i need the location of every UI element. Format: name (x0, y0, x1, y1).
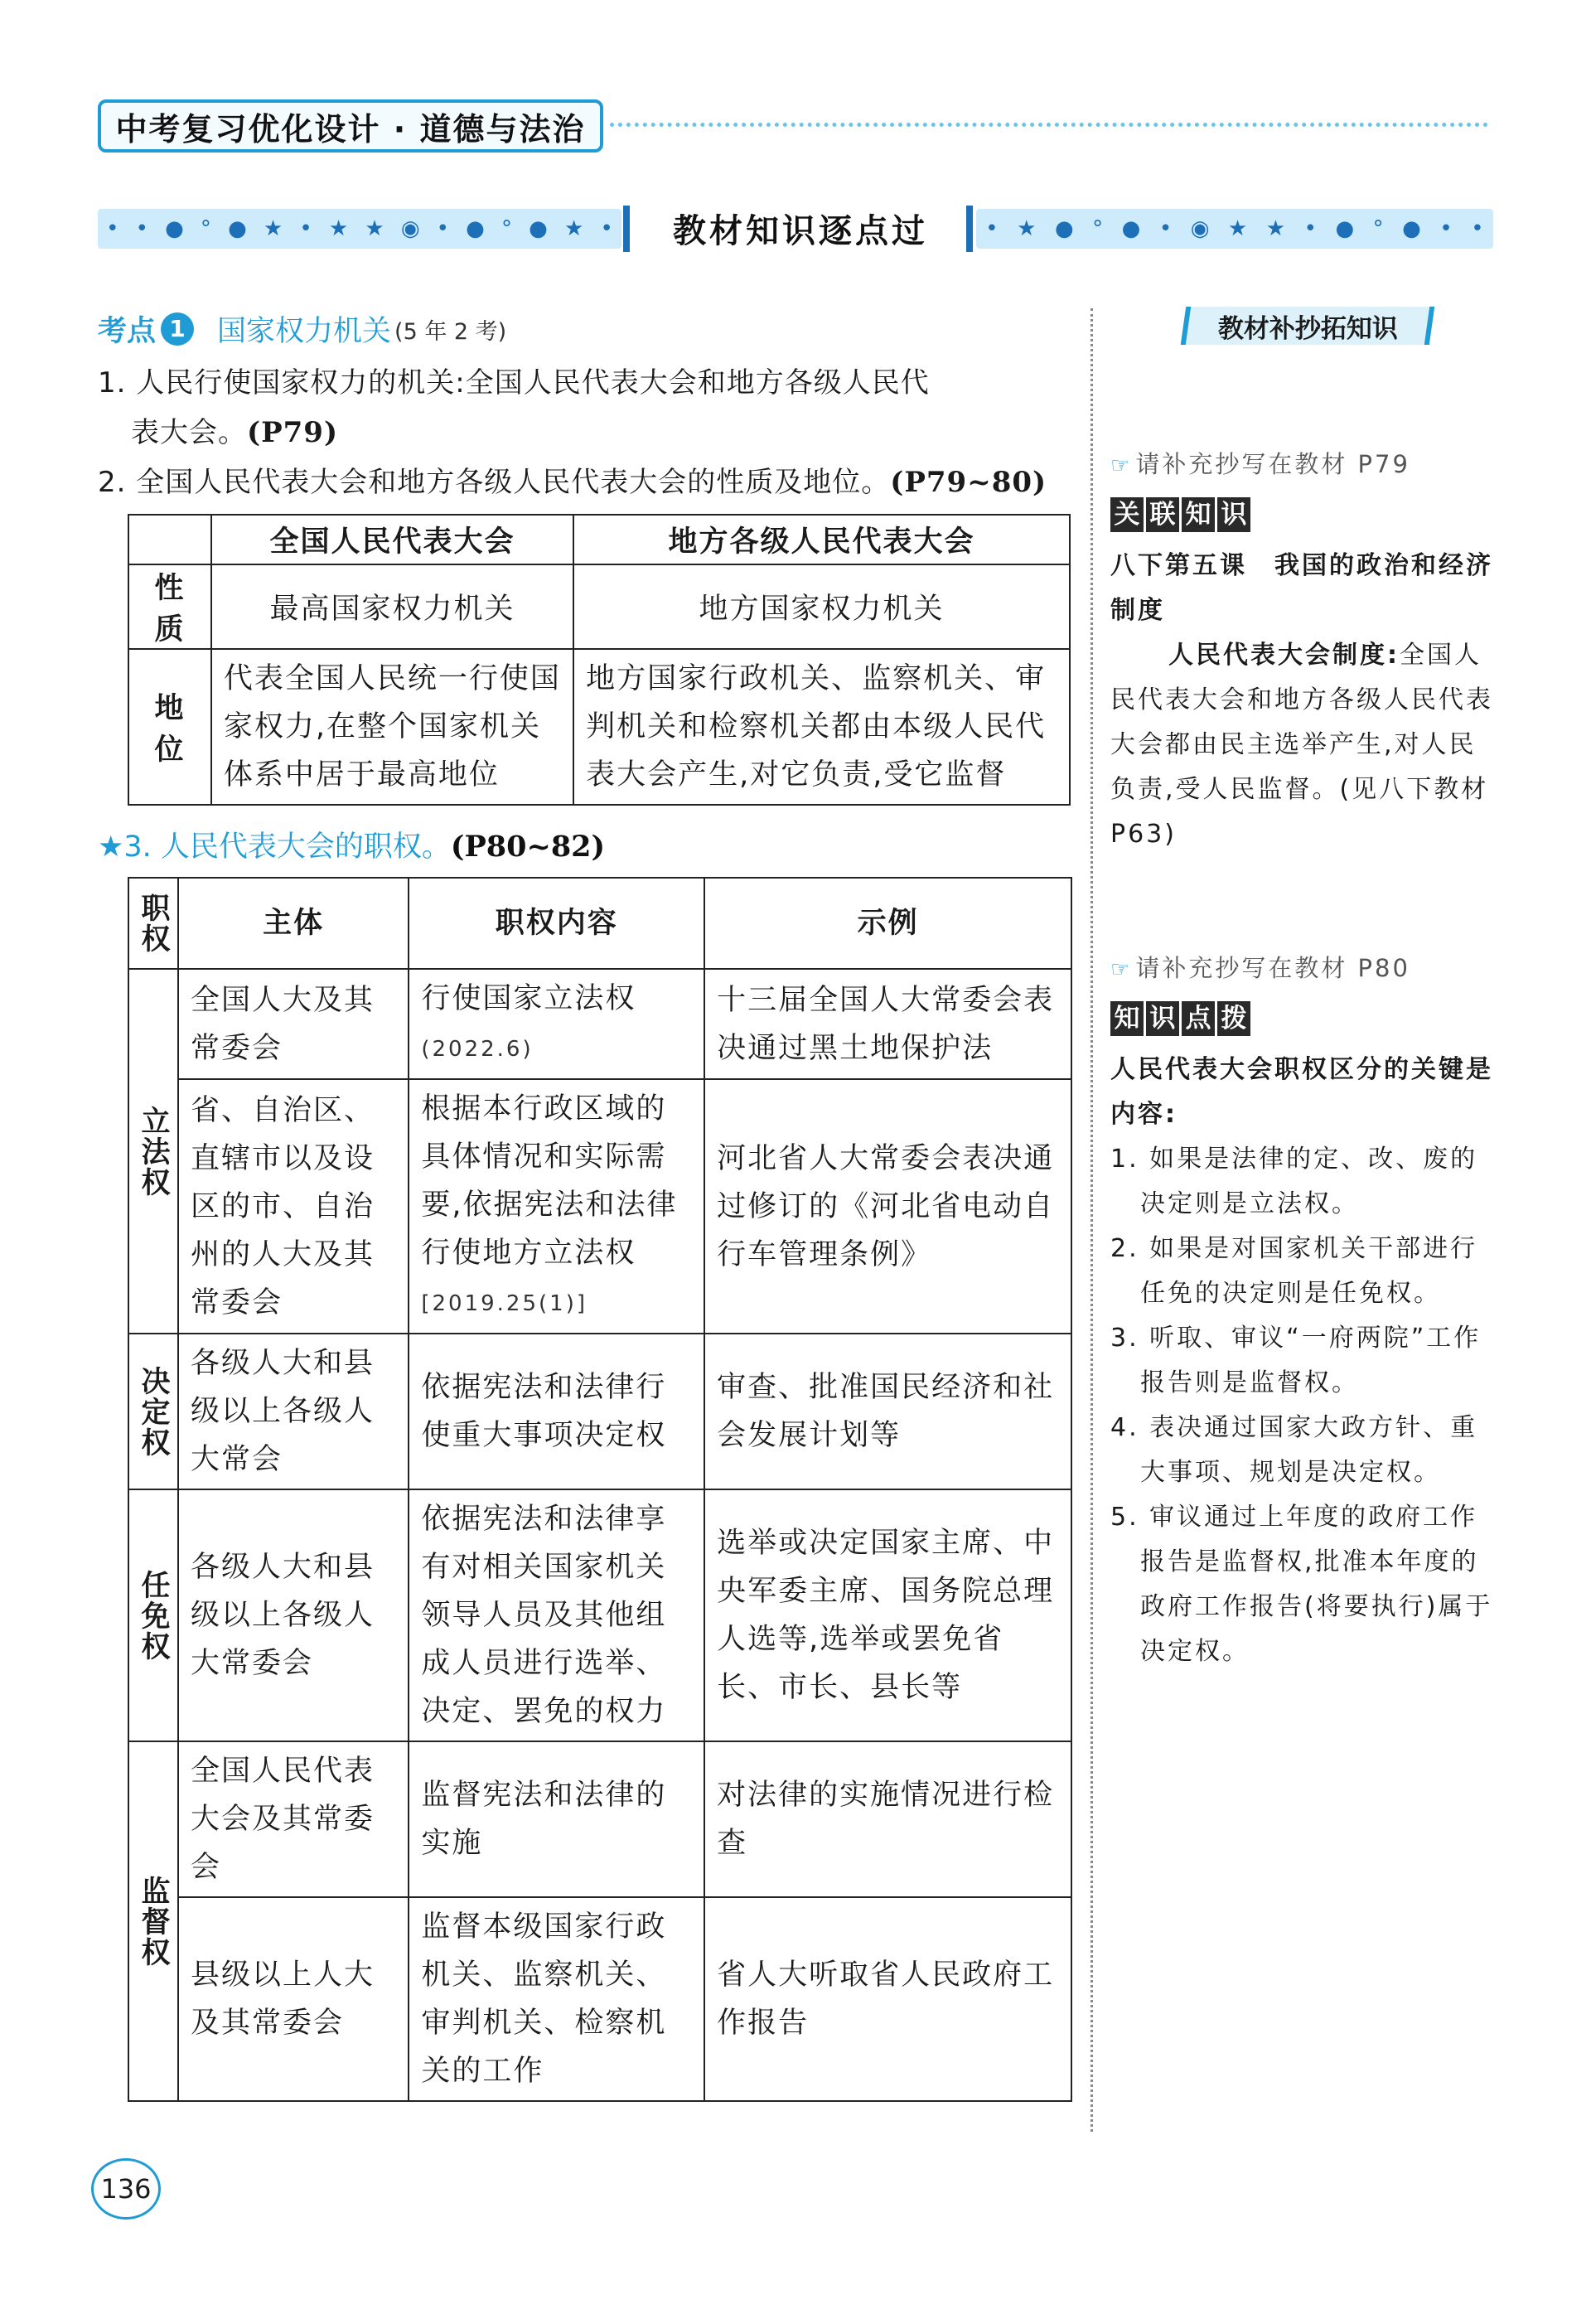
table-row (128, 1489, 1071, 1741)
related-knowledge-text (1110, 633, 1502, 857)
item-1-line-1: 1. 人民行使国家权力的机关:全国人民代表大会和地方各级人民代 (98, 366, 930, 399)
tag-char: 点 (1182, 1001, 1215, 1036)
list-item: 1. 如果是法律的定、改、废的决定则是立法权。 (1110, 1145, 1478, 1218)
tag-related-knowledge (1110, 497, 1250, 532)
table-cell: 最高国家权力机关 (211, 564, 573, 649)
section-title: 国家权力机关 (217, 315, 392, 348)
related-knowledge-body: 全国人民代表大会和地方各级人民代表大会都由民主选举产生,对人民负责,受人民监督。(见八下教材 P63) (1110, 641, 1493, 849)
list-item: 4. 表决通过国家大政方针、重大事项、规划是决定权。 (1110, 1413, 1478, 1487)
tag-char: 识 (1217, 497, 1250, 532)
table-header-cell (128, 515, 211, 564)
exam-year-note: [2019.25(1)] (421, 1291, 588, 1316)
sidebar-heading-text: 教材补抄拓知识 (1217, 313, 1398, 344)
exam-year-note: (2022.6) (421, 1037, 534, 1062)
page-number: 136 (91, 2158, 161, 2220)
table-cell: 地方国家行政机关、监察机关、审判机关和检察机关都由本级人民代表大会产生,对它负责,受它监督 (573, 649, 1070, 805)
banner-decoration-left: • • ● ° ● ★ • ★ ★ ◉ • ● ° ● ★ • (98, 209, 621, 249)
hint-text: 请补充抄写在教材 P80 (1135, 954, 1410, 982)
table-row (128, 1334, 1071, 1489)
book-title: 中考复习优化设计 · 道德与法治 (98, 99, 603, 153)
example-cell: 河北省人大常委会表决通过修订的《河北省电动自行车管理条例》 (704, 1079, 1071, 1334)
hint-p80 (1110, 950, 1410, 984)
tag-char: 知 (1182, 497, 1215, 532)
power-label-supervision: 监督权 (128, 1741, 178, 2101)
row-label: 性质 (128, 564, 211, 649)
nature-status-table (128, 514, 1071, 806)
hint-text: 请补充抄写在教材 P79 (1135, 450, 1410, 478)
table-row (128, 1079, 1071, 1334)
tag-char: 识 (1146, 1001, 1179, 1036)
content-text: 根据本行政区域的具体情况和实际需要,依据宪法和法律行使地方立法权 (421, 1092, 678, 1270)
column-divider (1090, 308, 1093, 2132)
item-2-ref: (P79~80) (890, 466, 1047, 499)
power-label-decision: 决定权 (128, 1334, 178, 1489)
table-header-row (128, 878, 1071, 969)
item-2 (98, 458, 1047, 507)
list-item: 2. 如果是对国家机关干部进行任免的决定则是任免权。 (1110, 1234, 1478, 1308)
table-row (128, 564, 1070, 649)
power-label-appointment: 任免权 (128, 1489, 178, 1741)
header-divider (610, 123, 1488, 127)
item-3-ref: (P80~82) (450, 830, 606, 864)
banner-decoration-right: • ★ ● ° ● • ◉ ★ ★ • ● ° ● • • (976, 209, 1493, 249)
related-knowledge-term: 人民代表大会制度: (1168, 641, 1400, 670)
content-text: 行使国家立法权 (421, 982, 636, 1015)
list-item: 5. 审议通过上年度的政府工作报告是监督权,批准本年度的政府工作报告(将要执行)属于决定权。 (1110, 1503, 1493, 1666)
exam-count: (5 年 2 考) (394, 318, 507, 345)
example-cell: 对法律的实施情况进行检查 (704, 1741, 1071, 1897)
example-cell: 省人大听取省人民政府工作报告 (704, 1897, 1071, 2101)
table-cell: 地方国家权力机关 (573, 564, 1070, 649)
table-row (128, 1897, 1071, 2101)
content-cell (409, 969, 704, 1079)
content-cell: 监督本级国家行政机关、监察机关、审判机关、检察机关的工作 (409, 1897, 704, 2101)
star-icon: ★ (98, 830, 124, 864)
table-header-cell: 职权内容 (409, 878, 704, 969)
content-cell: 依据宪法和法律享有对相关国家机关领导人员及其他组成人员进行选举、决定、罢免的权力 (409, 1489, 704, 1741)
subject-cell: 县级以上人大及其常委会 (178, 1897, 409, 2101)
subject-cell: 全国人民代表大会及其常委会 (178, 1741, 409, 1897)
tag-char: 联 (1146, 497, 1179, 532)
content-cell (409, 1079, 704, 1334)
related-knowledge-title: 八下第五课 我国的政治和经济制度 (1110, 551, 1493, 625)
section-heading (98, 308, 506, 350)
content-cell: 监督宪法和法律的实施 (409, 1741, 704, 1897)
example-cell: 选举或决定国家主席、中央军委主席、国务院总理人选等,选举或罢免省长、市长、县长等 (704, 1489, 1071, 1741)
powers-table (128, 877, 1072, 2102)
table-header-cell: 全国人民代表大会 (211, 515, 573, 564)
item-3 (98, 824, 605, 865)
banner-title: 教材知识逐点过 (673, 211, 928, 250)
table-cell: 代表全国人民统一行使国家权力,在整个国家机关体系中居于最高地位 (211, 649, 573, 805)
knowledge-tip-list (1110, 1137, 1504, 1674)
section-label: 考点 (98, 315, 157, 348)
table-header-cell: 职权 (128, 878, 178, 969)
tag-char: 知 (1110, 1001, 1144, 1036)
subject-cell: 省、自治区、直辖市以及设区的市、自治州的人大及其常委会 (178, 1079, 409, 1334)
table-header-cell: 地方各级人民代表大会 (573, 515, 1070, 564)
row-label: 地位 (128, 649, 211, 805)
table-header-row (128, 515, 1070, 564)
banner-bar-right (966, 206, 973, 252)
pointing-hand-icon: ☞ (1110, 957, 1133, 982)
example-cell: 审查、批准国民经济和社会发展计划等 (704, 1334, 1071, 1489)
table-row (128, 1741, 1071, 1897)
pointing-hand-icon: ☞ (1110, 453, 1133, 478)
tag-char: 关 (1110, 497, 1144, 532)
knowledge-tip-title: 人民代表大会职权区分的关键是内容: (1110, 1055, 1493, 1129)
tag-knowledge-tip (1110, 1001, 1250, 1036)
table-header-cell: 主体 (178, 878, 409, 969)
content-cell: 依据宪法和法律行使重大事项决定权 (409, 1334, 704, 1489)
power-label-legislative: 立法权 (128, 969, 178, 1334)
item-1-line-2 (131, 408, 338, 458)
list-item: 3. 听取、审议“一府两院”工作报告则是监督权。 (1110, 1324, 1482, 1397)
example-cell: 十三届全国人大常委会表决通过黑土地保护法 (704, 969, 1071, 1079)
subject-cell: 各级人大和县级以上各级人大常会 (178, 1334, 409, 1489)
table-row (128, 649, 1070, 805)
table-row (128, 969, 1071, 1079)
table-header-cell: 示例 (704, 878, 1071, 969)
item-2-text: 2. 全国人民代表大会和地方各级人民代表大会的性质及地位。 (98, 466, 891, 499)
item-1-ref: (P79) (247, 416, 339, 449)
tag-char: 拨 (1217, 1001, 1250, 1036)
sidebar-heading (1181, 307, 1434, 345)
section-number-badge: 1 (161, 312, 194, 346)
item-3-text: 3. 人民代表大会的职权。 (123, 830, 451, 864)
subject-cell: 全国人大及其常委会 (178, 969, 409, 1079)
banner-bar-left (623, 206, 630, 252)
subject-cell: 各级人大和县级以上各级人大常委会 (178, 1489, 409, 1741)
hint-p79 (1110, 446, 1410, 480)
item-1-text: 表大会。 (131, 416, 247, 449)
